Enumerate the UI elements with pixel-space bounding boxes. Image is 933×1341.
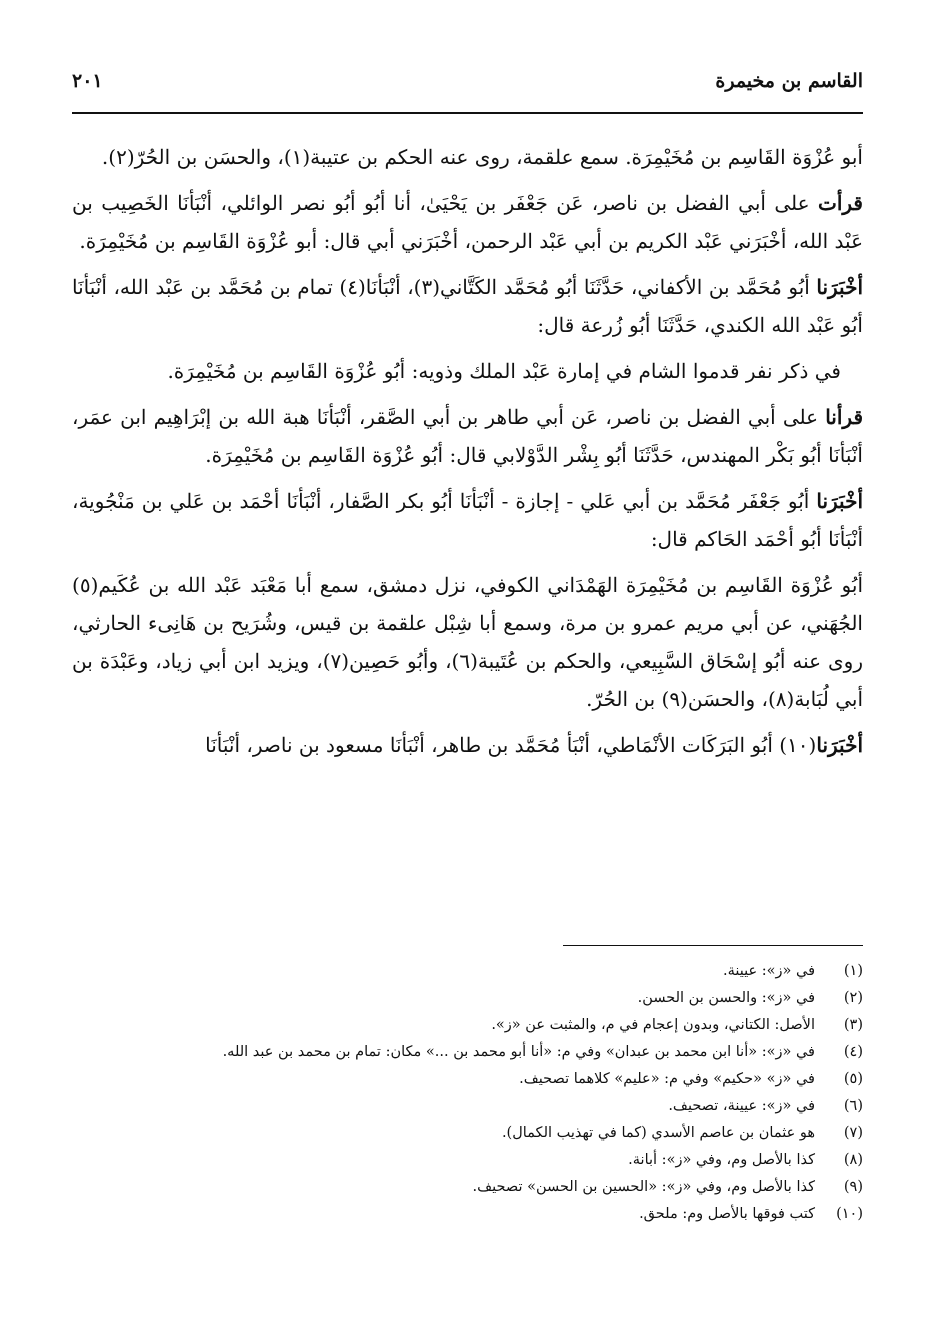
page-number: ٢٠١ [72,70,103,92]
paragraph: قرأنا على أبي الفضل بن ناصر، عَن أبي طاهر بن أبي الصَّقر، أنْبَأنَا هبة الله بن إبْرَاهِيم ابن عمَر، أنْبَأنَا أبُو بَكْر المهندس، حَدَّثَنَا أبُو بِشْر الدَّوْلابي قال: أبُو عُزْوَة القَاسِم بن مُخَيْمِرَة. [72,405,863,467]
footnote: (٣) الأصل: الكتاني، وبدون إعجام في م، والمثبت عن «ز». [491,1017,863,1033]
paragraph: أخْبَرَنا أبُو مُحَمَّد بن الأكفاني، حَدَّثَنَا أبُو مُحَمَّد الكَتَّاني(٣)، أنْبَأنَا(٤) تمام بن مُحَمَّد بن عَبْد الله، أنْبَأنَا أبُو عَبْد الله الكندي، حَدَّثَنَا أبُو زُرعة قال: [72,275,863,337]
paragraph: أبُو عُزْوَة القَاسِم بن مُخَيْمِرَة الهَمْدَاني الكوفي، نزل دمشق، سمع أبا مَعْبَد عَبْد الله بن عُكَيم(٥) الجُهَني، عن أبي مريم عمرو بن مرة، وسمع أبا شِبْل علقمة بن قيس، وشُرَيح بن هَانِىء الحارثي، روى عنه أبُو إسْحَاق السَّبِيعي، والحكم بن عُتَيبة(٦)، وأبُو حَصِين(٧)، ويزيد ابن أبي زياد، وعَبْدَة بن أبي لُبَابة(٨)، والحسَن(٩) بن الحُرّ. [72,573,863,711]
header-rule [72,112,863,114]
footnote: (٨) كذا بالأصل وم، وفي «ز»: أبانة. [628,1152,863,1168]
footnote: (٢) في «ز»: والحسن بن الحسن. [637,990,863,1006]
footnote: (٥) في «ز» «حكيم» وفي م: «عليم» كلاهما تصحيف. [519,1071,863,1087]
footnote: (١٠) كتب فوقها بالأصل وم: ملحق. [639,1206,863,1222]
footnotes [72,958,863,1228]
footnote: (٧) هو عثمان بن عاصم الأسدي (كما في تهذيب الكمال). [501,1125,863,1141]
header-title: القاسم بن مخيمرة [715,70,863,92]
footnote: (٦) في «ز»: عيينة، تصحيف. [668,1098,863,1114]
paragraph: في ذكر نفر قدموا الشام في إمارة عَبْد الملك وذويه: أبُو عُزْوَة القَاسِم بن مُخَيْمِرَة. [167,359,841,383]
footnote: (١) في «ز»: عيينة. [722,963,863,979]
paragraph: أبو عُزْوَة القَاسِم بن مُخَيْمِرَة. سمع علقمة، روى عنه الحكم بن عتيبة(١)، والحسَن بن الحُرّ(٢). [101,145,863,169]
paragraph: أخْبَرَنا(١٠) أبُو البَرَكَات الأنْمَاطي، أنْبَأ مُحَمَّد بن طاهر، أنْبَأنَا مسعود بن ناصر، أنْبَأنَا [205,733,863,757]
footnote: (٩) كذا بالأصل وم، وفي «ز»: «الحسين بن الحسن» تصحيف. [472,1179,863,1195]
main-text [72,138,863,772]
running-header [72,70,863,92]
footnote-rule [563,945,863,946]
paragraph: قرأت على أبي الفضل بن ناصر، عَن جَعْفَر بن يَحْيَىٰ، أنا أبُو أبُو نصر الوائلي، أنْبَأنَا الخَصِيب بن عَبْد الله، أخْبَرَني عَبْد الكريم بن أبي عَبْد الرحمن، أخْبَرَني أبي قال: أبو عُزْوَة القَاسِم بن مُخَيْمِرَة. [72,191,863,253]
footnote: (٤) في «ز»: «أنا ابن محمد بن عبدان» وفي م: «أنا أبو محمد بن ...» مكان: تمام بن محمد بن عبد الله. [222,1044,863,1060]
paragraph: أخْبَرَنا أبُو جَعْفَر مُحَمَّد بن أبي عَلي - إجازة - أنْبَأنَا أبُو بكر الصَّفار، أنْبَأنَا أحْمَد بن عَلي بن مَنْجُوية، أنْبَأنَا أبُو أحْمَد الحَاكم قال: [72,489,863,551]
